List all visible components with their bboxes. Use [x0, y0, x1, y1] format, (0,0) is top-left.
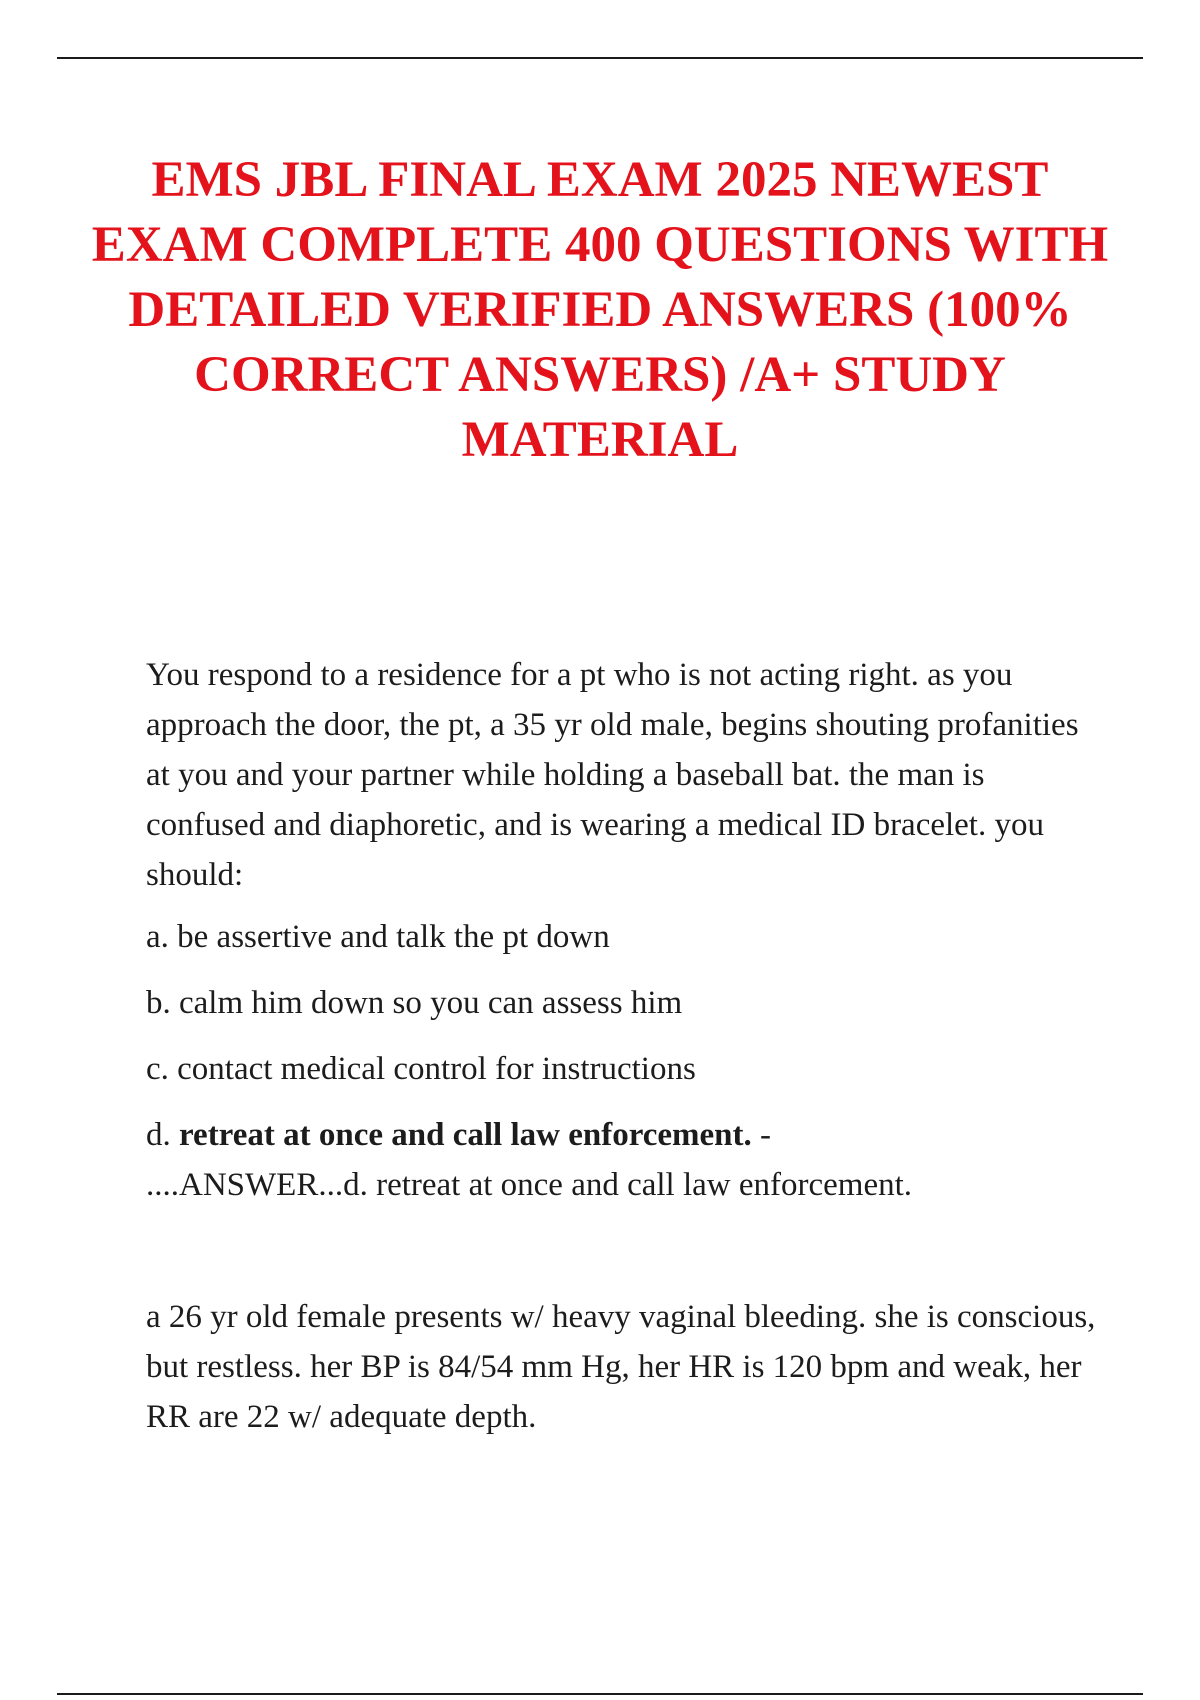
option-d-text: retreat at once and call law enforcement.: [179, 1117, 752, 1153]
answer-separator: -: [760, 1117, 772, 1153]
top-divider: [57, 57, 1143, 59]
option-c: c. contact medical control for instructions: [146, 1051, 696, 1087]
question-stem: You respond to a residence for a pt who is not acting right. as you approach the door, the pt, a 35 yr old male, begins shouting profanities at you and your partner while holding a baseball bat. the man is confused and diaphoretic, and is wearing a medical ID bracelet. you should:: [146, 657, 1079, 893]
bottom-divider: [57, 1693, 1143, 1695]
document-title: EMS JBL FINAL EXAM 2025 NEWEST EXAM COMPLETE 400 QUESTIONS WITH DETAILED VERIFIED ANSWERS (100% CORRECT ANSWERS) /A+ STUDY MATERIAL: [91, 152, 1109, 468]
option-b: b. calm him down so you can assess him: [146, 985, 683, 1021]
answer-line: ....ANSWER...d. retreat at once and call law enforcement.: [146, 1167, 913, 1203]
question-stem: a 26 yr old female presents w/ heavy vaginal bleeding. she is conscious, but restless. her BP is 84/54 mm Hg, her HR is 120 bpm and weak, her RR are 22 w/ adequate depth.: [146, 1299, 1096, 1435]
option-d-correct: [146, 1110, 1096, 1210]
option-a: a. be assertive and talk the pt down: [146, 919, 610, 955]
question-block: [146, 650, 1096, 1210]
option-d-letter: d.: [146, 1117, 171, 1153]
question-block: [146, 1292, 1096, 1442]
